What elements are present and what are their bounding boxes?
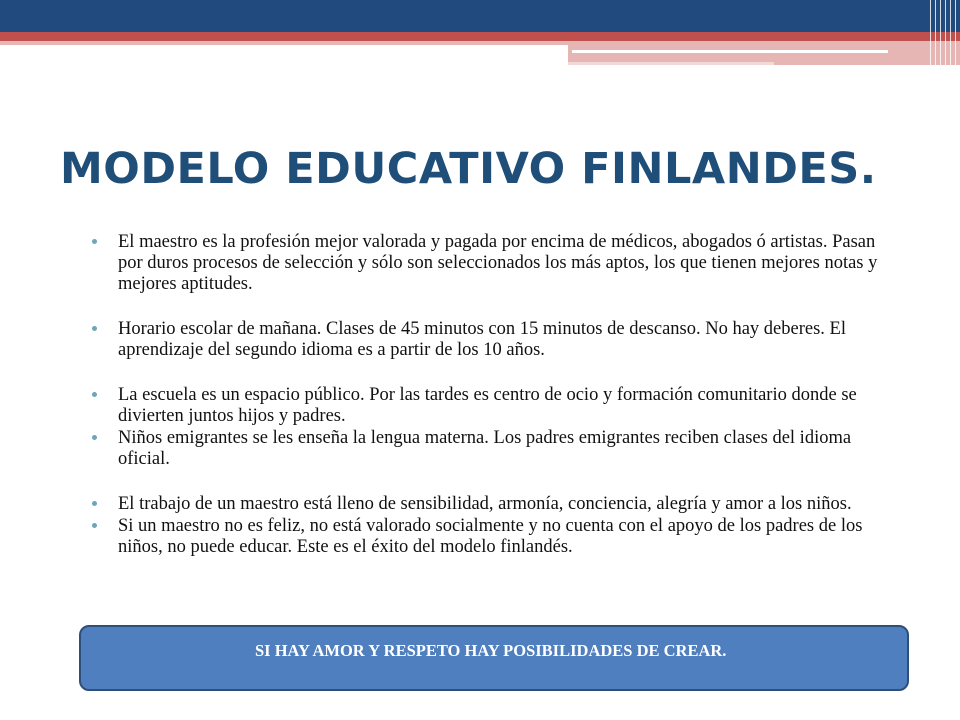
bullet-dot-icon bbox=[92, 501, 97, 506]
bullet-dot-icon bbox=[92, 523, 97, 528]
header-stripes bbox=[930, 0, 960, 66]
bullet-dot-icon bbox=[92, 392, 97, 397]
bullet-item bbox=[92, 428, 902, 470]
bullet-dot-icon bbox=[92, 239, 97, 244]
bullet-text: La escuela es un espacio público. Por las tardes es centro de ocio y formación comunitario donde se divierten juntos hijos y padres. bbox=[118, 385, 857, 426]
bullet-item bbox=[92, 319, 902, 361]
bullet-item bbox=[92, 385, 902, 427]
header-white-line bbox=[572, 50, 888, 53]
bullet-text: Niños emigrantes se les enseña la lengua materna. Los padres emigrantes reciben clases del idioma oficial. bbox=[118, 428, 852, 469]
bullet-item bbox=[92, 494, 902, 515]
bullet-text: El maestro es la profesión mejor valorada y pagada por encima de médicos, abogados ó artistas. Pasan por duros procesos de selección y sólo son seleccionados los más aptos, los que tienen mejores notas y mejores aptitudes. bbox=[118, 232, 878, 294]
bullet-item bbox=[92, 232, 902, 295]
bullet-text: Si un maestro no es feliz, no está valorado socialmente y no cuenta con el apoyo de los padres de los niños, no puede educar. Este es el éxito del modelo finlandés. bbox=[118, 516, 863, 557]
bullet-dot-icon bbox=[92, 435, 97, 440]
bullet-item bbox=[92, 516, 902, 558]
header-light-line bbox=[568, 62, 774, 65]
callout-text: SI HAY AMOR Y RESPETO HAY POSIBILIDADES DE CREAR. bbox=[255, 641, 727, 660]
slide-title: MODELO EDUCATIVO FINLANDES. bbox=[60, 144, 877, 194]
header-red-band bbox=[0, 32, 960, 41]
callout-box bbox=[79, 625, 909, 691]
bullet-text: Horario escolar de mañana. Clases de 45 minutos con 15 minutos de descanso. No hay deberes. El aprendizaje del segundo idioma es a partir de los 10 años. bbox=[118, 319, 846, 360]
header-navy-band bbox=[0, 0, 960, 32]
bullet-list bbox=[92, 232, 902, 558]
bullet-text: El trabajo de un maestro está lleno de sensibilidad, armonía, conciencia, alegría y amor a los niños. bbox=[118, 494, 852, 514]
bullet-dot-icon bbox=[92, 326, 97, 331]
